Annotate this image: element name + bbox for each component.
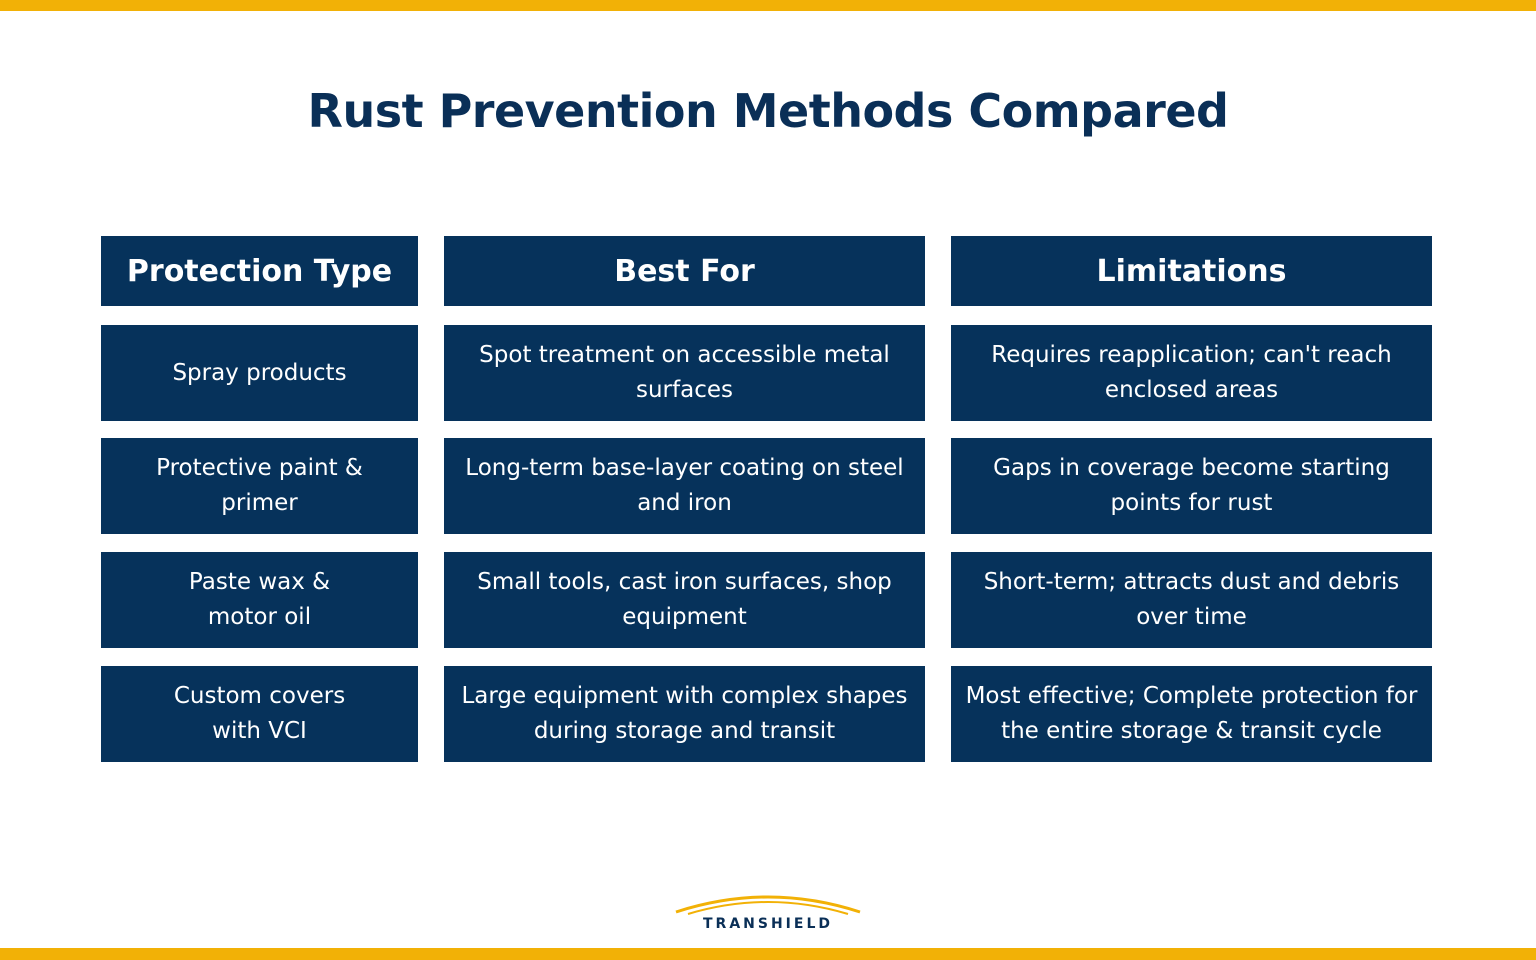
bottom-accent-bar <box>0 948 1536 960</box>
row-1-best-for: Spot treatment on accessible metal surfaces <box>444 325 925 421</box>
header-best-for: Best For <box>444 236 925 306</box>
row-4-best-for: Large equipment with complex shapes during storage and transit <box>444 666 925 762</box>
header-limitations: Limitations <box>951 236 1432 306</box>
arc-swoosh-icon <box>668 888 868 918</box>
header-protection-type: Protection Type <box>101 236 418 306</box>
logo-wordmark: TRANSHIELD <box>703 916 833 932</box>
row-2-best-for: Long-term base-layer coating on steel and iron <box>444 438 925 534</box>
top-accent-bar <box>0 0 1536 11</box>
row-3-best-for: Small tools, cast iron surfaces, shop equipment <box>444 552 925 648</box>
row-3-type: Paste wax & motor oil <box>101 552 418 648</box>
row-2-type: Protective paint & primer <box>101 438 418 534</box>
row-4-limitations: Most effective; Complete protection for the entire storage & transit cycle <box>951 666 1432 762</box>
row-1-limitations: Requires reapplication; can't reach enclosed areas <box>951 325 1432 421</box>
row-1-type: Spray products <box>101 325 418 421</box>
row-2-limitations: Gaps in coverage become starting points for rust <box>951 438 1432 534</box>
row-3-limitations: Short-term; attracts dust and debris over time <box>951 552 1432 648</box>
page-title: Rust Prevention Methods Compared <box>307 84 1229 138</box>
row-4-type: Custom covers with VCI <box>101 666 418 762</box>
transhield-logo <box>668 888 868 938</box>
